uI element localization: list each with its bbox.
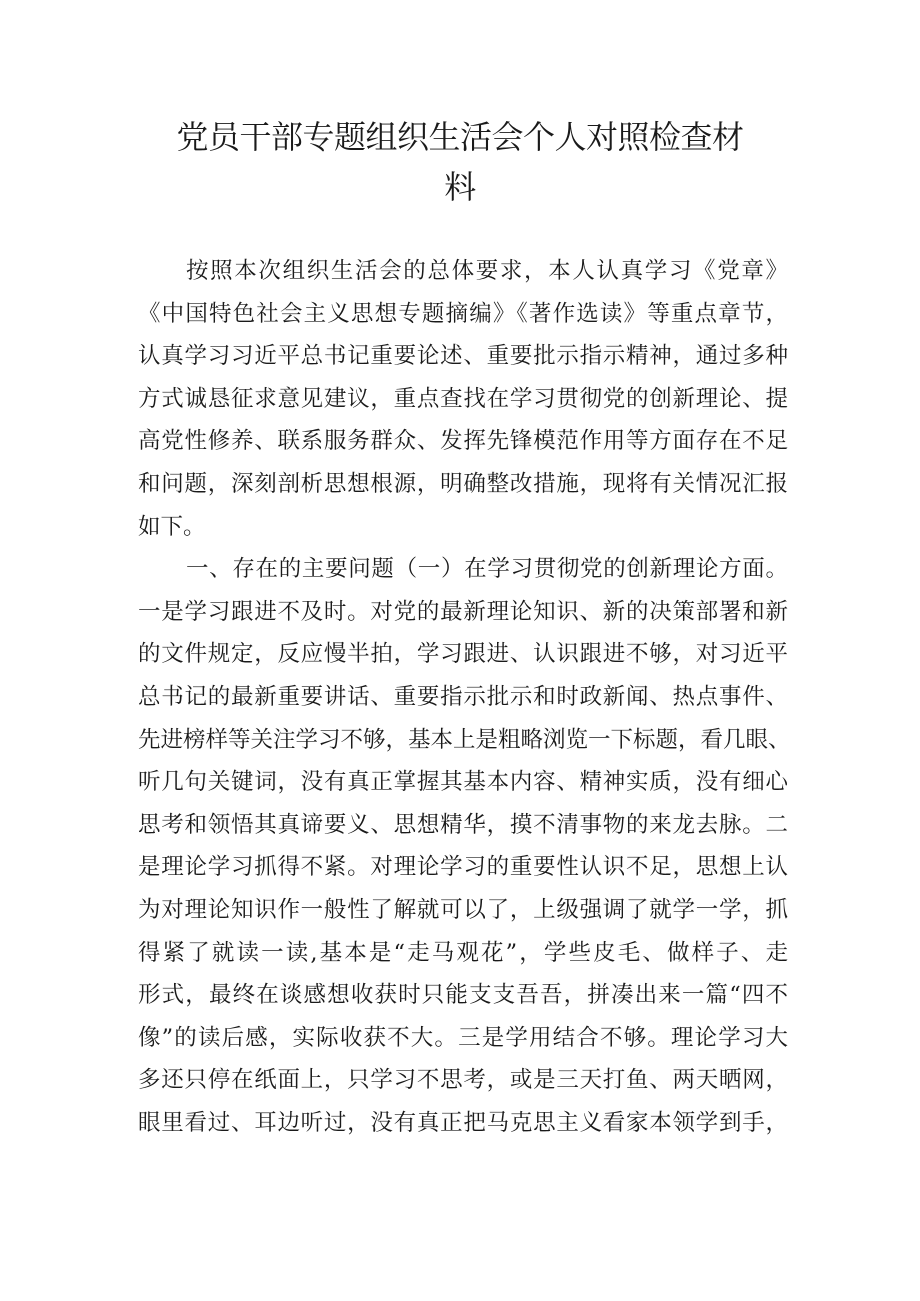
intro-paragraph	[138, 250, 788, 548]
text-line: 一是学习跟进不及时。对党的最新理论知识、新的决策部署和新	[138, 598, 788, 625]
text-line: 按照本次组织生活会的总体要求，本人认真学习《党章》	[186, 258, 788, 284]
text-line: 总书记的最新重要讲话、重要指示批示和时政新闻、热点事件、	[138, 683, 788, 710]
text-line: 是理论学习抓得不紧。对理论学习的重要性认识不足，思想上认	[138, 854, 788, 881]
title-line-1: 党员干部专题组织生活会个人对照检查材	[176, 118, 744, 156]
text-line: 形式，最终在谈感想收获时只能支支吾吾，拼凑出来一篇“四不	[138, 982, 788, 1009]
title-line-2: 料	[444, 168, 476, 206]
document-title	[140, 112, 780, 212]
text-line: 像”的读后感，实际收获不大。三是学用结合不够。理论学习大	[138, 1024, 788, 1051]
text-line: 的文件规定，反应慢半拍，学习跟进、认识跟进不够，对习近平	[138, 641, 788, 668]
text-line: 《中国特色社会主义思想专题摘编》《著作选读》等重点章节，	[138, 300, 788, 327]
text-line: 认真学习习近平总书记重要论述、重要批示指示精神，通过多种	[138, 343, 788, 370]
text-line: 为对理论知识作一般性了解就可以了，上级强调了就学一学，抓	[138, 896, 788, 923]
text-line: 方式诚恳征求意见建议，重点查找在学习贯彻党的创新理论、提	[138, 385, 788, 412]
problems-paragraph	[138, 548, 791, 1144]
text-line: 听几句关键词，没有真正掌握其基本内容、精神实质，没有细心	[138, 769, 788, 796]
text-line: 和问题，深刻剖析思想根源，明确整改措施，现将有关情况汇报	[138, 470, 788, 497]
text-line: 多还只停在纸面上，只学习不思考，或是三天打鱼、两天晒网，	[138, 1067, 788, 1094]
section-heading-line: 一、存在的主要问题（一）在学习贯彻党的创新理论方面。	[186, 556, 788, 583]
text-line: 高党性修养、联系服务群众、发挥先锋模范作用等方面存在不足	[138, 428, 788, 455]
text-line: 如下。	[138, 513, 206, 540]
text-line: 眼里看过、耳边听过，没有真正把马克思主义看家本领学到手，	[138, 1109, 788, 1136]
text-line: 得紧了就读一读,基本是“走马观花”，学些皮毛、做样子、走	[138, 939, 788, 966]
document-body	[138, 250, 791, 1144]
text-line: 思考和领悟其真谛要义、思想精华，摸不清事物的来龙去脉。二	[138, 811, 788, 838]
text-line: 先进榜样等关注学习不够，基本上是粗略浏览一下标题，看几眼、	[138, 726, 791, 753]
